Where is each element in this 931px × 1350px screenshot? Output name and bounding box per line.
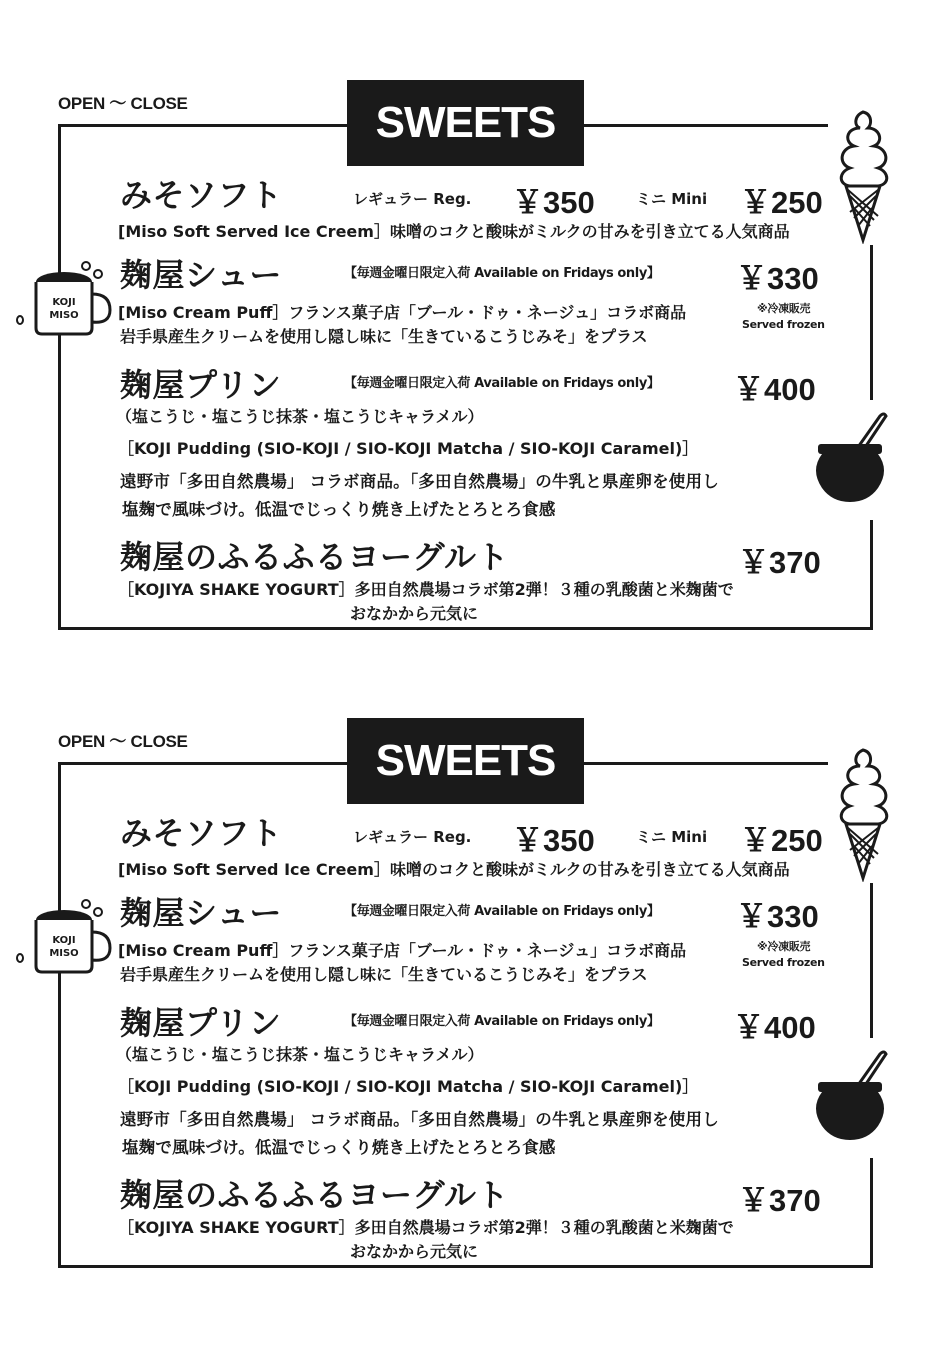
yogurt-description-2: おなかから元気に — [350, 1242, 479, 1261]
pudding-description-1: 遠野市「多田自然農場」 コラボ商品。「多田自然農場」の牛乳と県産卵を使用し — [120, 1110, 719, 1129]
hours-label: OPEN ～ CLOSE — [58, 94, 188, 113]
miso-soft-mini-label: ミニ Mini — [636, 828, 708, 846]
pudding-flavors-jp: （塩こうじ・塩こうじ抹茶・塩こうじキャラメル） — [116, 407, 484, 426]
mug-label-koji: KOJI — [52, 297, 76, 308]
mug-label-miso: MISO — [49, 310, 79, 321]
yogurt-description-2: おなかから元気に — [350, 604, 479, 623]
pudding-name: 麹屋プリン — [120, 366, 282, 404]
koji-miso-mug-icon — [14, 260, 114, 340]
pudding-description-2: 塩麹で風味づけ。低温でじっくり焼き上げたとろとろ食感 — [122, 500, 556, 519]
menu-title: SWEETS — [347, 718, 584, 804]
pudding-description-2: 塩麹で風味づけ。低温でじっくり焼き上げたとろとろ食感 — [122, 1138, 556, 1157]
yogurt-price: ￥370 — [738, 545, 821, 580]
cream-puff-price: ￥330 — [736, 261, 819, 296]
sweets-menu-card-2 — [0, 718, 931, 1278]
soft-serve-cone-icon — [832, 746, 894, 882]
miso-soft-mini-price: ￥250 — [740, 185, 823, 220]
cream-puff-description-1: [Miso Cream Puff］フランス菓子店「ブール・ドゥ・ネージュ」コラボ商品 — [118, 303, 687, 322]
pudding-flavors-en: ［KOJI Pudding (SIO-KOJI / SIO-KOJI Matcha / SIO-KOJI Caramel)］ — [118, 439, 699, 458]
yogurt-name: 麹屋のふるふるヨーグルト — [120, 538, 510, 576]
pudding-note: 【毎週金曜日限定入荷 Available on Fridays only】 — [344, 376, 660, 391]
mug-label-miso: MISO — [49, 948, 79, 959]
cream-puff-description-2: 岩手県産生クリームを使用し隠し味に「生きているこうじみそ」をプラス — [120, 965, 648, 984]
mug-label-koji: KOJI — [52, 935, 76, 946]
miso-soft-regular-label: レギュラー Reg. — [353, 190, 472, 208]
miso-soft-name: みそソフト — [120, 176, 283, 214]
pudding-name: 麹屋プリン — [120, 1004, 282, 1042]
menu-title: SWEETS — [347, 80, 584, 166]
cream-puff-frozen-en: Served frozen — [742, 956, 825, 969]
cream-puff-frozen-en: Served frozen — [742, 318, 825, 331]
pudding-pot-icon — [810, 1048, 890, 1143]
cream-puff-description-1: [Miso Cream Puff］フランス菓子店「ブール・ドゥ・ネージュ」コラボ商品 — [118, 941, 687, 960]
pudding-note: 【毎週金曜日限定入荷 Available on Fridays only】 — [344, 1014, 660, 1029]
miso-soft-name: みそソフト — [120, 814, 283, 852]
pudding-price: ￥400 — [733, 1010, 816, 1045]
cream-puff-note: 【毎週金曜日限定入荷 Available on Fridays only】 — [344, 904, 660, 919]
pudding-description-1: 遠野市「多田自然農場」 コラボ商品。「多田自然農場」の牛乳と県産卵を使用し — [120, 472, 719, 491]
pudding-price: ￥400 — [733, 372, 816, 407]
pudding-pot-icon — [810, 410, 890, 505]
yogurt-description-1: ［KOJIYA SHAKE YOGURT］多田自然農場コラボ第2弾！３種の乳酸菌と米麹菌で — [118, 1218, 734, 1237]
soft-serve-cone-icon — [832, 108, 894, 244]
cream-puff-frozen-jp: ※冷凍販売 — [757, 302, 811, 315]
cream-puff-description-2: 岩手県産生クリームを使用し隠し味に「生きているこうじみそ」をプラス — [120, 327, 648, 346]
miso-soft-description: [Miso Soft Served Ice Creem］味噌のコクと酸味がミルクの甘みを引き立てる人気商品 — [118, 860, 790, 879]
cream-puff-note: 【毎週金曜日限定入荷 Available on Fridays only】 — [344, 266, 660, 281]
miso-soft-mini-label: ミニ Mini — [636, 190, 708, 208]
yogurt-price: ￥370 — [738, 1183, 821, 1218]
sweets-menu-card-1 — [0, 80, 931, 640]
yogurt-name: 麹屋のふるふるヨーグルト — [120, 1176, 510, 1214]
cream-puff-frozen-jp: ※冷凍販売 — [757, 940, 811, 953]
yogurt-description-1: ［KOJIYA SHAKE YOGURT］多田自然農場コラボ第2弾！３種の乳酸菌と米麹菌で — [118, 580, 734, 599]
koji-miso-mug-icon — [14, 898, 114, 978]
cream-puff-name: 麹屋シュー — [120, 894, 282, 932]
pudding-flavors-jp: （塩こうじ・塩こうじ抹茶・塩こうじキャラメル） — [116, 1045, 484, 1064]
cream-puff-name: 麹屋シュー — [120, 256, 282, 294]
miso-soft-regular-price: ￥350 — [512, 185, 595, 220]
miso-soft-mini-price: ￥250 — [740, 823, 823, 858]
miso-soft-description: [Miso Soft Served Ice Creem］味噌のコクと酸味がミルクの甘みを引き立てる人気商品 — [118, 222, 790, 241]
miso-soft-regular-label: レギュラー Reg. — [353, 828, 472, 846]
miso-soft-regular-price: ￥350 — [512, 823, 595, 858]
cream-puff-price: ￥330 — [736, 899, 819, 934]
pudding-flavors-en: ［KOJI Pudding (SIO-KOJI / SIO-KOJI Matcha / SIO-KOJI Caramel)］ — [118, 1077, 699, 1096]
hours-label: OPEN ～ CLOSE — [58, 732, 188, 751]
